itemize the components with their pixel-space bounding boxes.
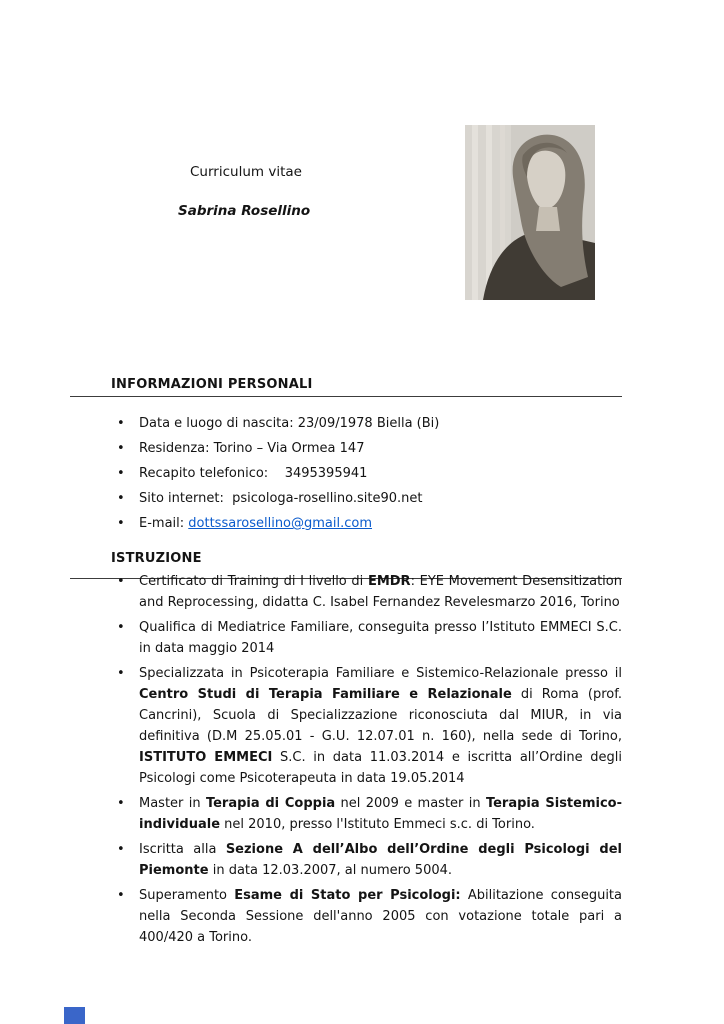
text-run: E-mail: (139, 516, 189, 531)
text-run: : EYE Movement Desensitization and Reprocessing, didatta C. Isabel Fernandez Revelesmarzo 2016, Torino (139, 574, 622, 610)
text-run: Centro Studi di Terapia Familiare e Relazionale (139, 687, 512, 702)
text-run: EMDR (367, 574, 411, 589)
text-run: Residenza: Torino – Via Ormea 147 (139, 441, 365, 456)
text-run: Esame di Stato per Psicologi: (234, 888, 461, 903)
text-run: S.C. in data 11.03.2014 e iscritta all’Ordine degli Psicologi come Psicoterapeuta in data 19.05.2014 (139, 750, 622, 786)
text-run: nel 2010, presso l'Istituto Emmeci s.c. di Torino. (220, 817, 535, 832)
text-run: Qualifica di Mediatrice Familiare, conseguita presso l’Istituto EMMECI S.C. in data maggio 2014 (139, 620, 622, 656)
author-name: Sabrina Rosellino (178, 203, 311, 219)
footer-logo-icon (64, 1007, 85, 1024)
text-run: Master in (139, 796, 206, 811)
text-run: Abilitazione conseguita nella Seconda Sessione dell'anno 2005 con votazione totale pari a 400/420 a Torino. (139, 888, 622, 945)
text-run: Sito internet: psicologa-rosellino.site90.net (139, 491, 423, 506)
text-run: Recapito telefonico: 3495395941 (139, 466, 368, 481)
section-divider (70, 396, 622, 397)
list-item (111, 839, 622, 881)
document-title: Curriculum vitae (190, 164, 302, 180)
section-heading-personal-info: INFORMAZIONI PERSONALI (111, 377, 313, 392)
portrait-photo-icon (465, 125, 595, 300)
list-item (111, 490, 616, 507)
education-list (111, 571, 622, 952)
list-item (111, 793, 622, 835)
text-run: di Roma (prof. Cancrini), Scuola di Specializzazione riconosciuta dal MIUR, in via definitiva (D.M 25.05.01 - G.U. 12.07.01 n. 160), nella sede di Torino, (139, 687, 622, 744)
list-item (111, 663, 622, 789)
email-link[interactable]: dottssarosellino@gmail.com (188, 516, 373, 531)
text-run: in data 12.03.2007, al numero 5004. (208, 863, 453, 878)
text-run: Iscritta alla (139, 842, 226, 857)
text-run: Specializzata in Psicoterapia Familiare e Sistemico-Relazionale presso il (139, 666, 622, 681)
text-run: Superamento (139, 888, 235, 903)
personal-info-list (111, 415, 616, 540)
text-run: Terapia di Coppia (205, 796, 336, 811)
text-run: ISTITUTO EMMECI (139, 750, 273, 765)
list-item (111, 465, 616, 482)
text-run: Certificato di Training di I livello di (139, 574, 368, 589)
text-run: Terapia Sistemico-individuale (139, 796, 622, 832)
list-item (111, 515, 616, 532)
list-item (111, 440, 616, 457)
list-item (111, 885, 622, 948)
list-item (111, 415, 616, 432)
text-run: Sezione A dell’Albo dell’Ordine degli Psicologi del Piemonte (139, 842, 622, 878)
text-run: Data e luogo di nascita: 23/09/1978 Biella (Bi) (139, 416, 440, 431)
text-run: nel 2009 e master in (335, 796, 486, 811)
list-item (111, 617, 622, 659)
section-heading-education: ISTRUZIONE (111, 551, 202, 566)
list-item (111, 571, 622, 613)
